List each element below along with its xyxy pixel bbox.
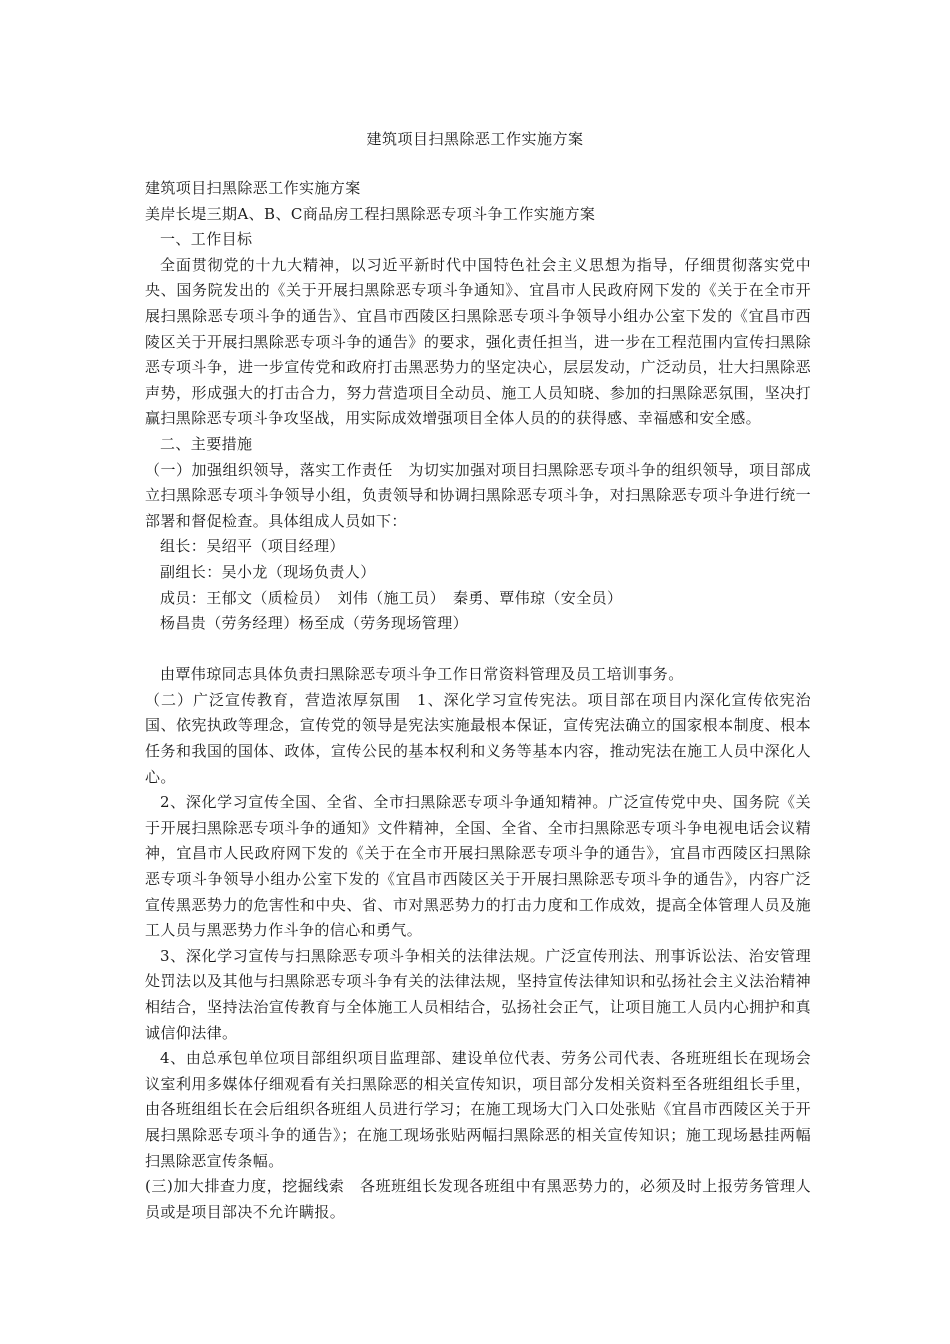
document-title: 建筑项目扫黑除恶工作实施方案 xyxy=(366,130,584,148)
section-heading-goals: 一、工作目标 xyxy=(160,230,253,249)
member-deputy: 副组长：吴小龙（现场负责人） xyxy=(160,562,376,581)
section-heading-measures: 二、主要措施 xyxy=(160,434,253,453)
paragraph-item-4: 4、由总承包单位项目部组织项目监理部、建设单位代表、劳务公司代表、各班班组长在现场会议室利用多媒体仔细观看有关扫黑除恶的相关宣传知识，项目部分发相关资料至各班组组长手里，由各班组组长在会后组织各班组人员进行学习；在施工现场大门入口处张贴《宜昌市西陵区关于开展扫黑除恶专项斗争的通告》；在施工现场张贴两幅扫黑除恶的相关宣传知识；施工现场悬挂两幅扫黑除恶宣传条幅。 xyxy=(145,1049,811,1170)
member-list: 成员：王郁文（质检员） 刘伟（施工员） 秦勇、覃伟琼（安全员） xyxy=(160,588,623,607)
body-heading: 建筑项目扫黑除恶工作实施方案 xyxy=(145,179,361,197)
blank-line xyxy=(145,637,811,663)
paragraph-responsible: 由覃伟琼同志具体负责扫黑除恶专项斗争工作日常资料管理及员工培训事务。 xyxy=(160,665,684,684)
member-list-continued: 杨昌贵（劳务经理）杨至成（劳务现场管理） xyxy=(160,614,469,633)
member-leader: 组长：吴绍平（项目经理） xyxy=(160,537,345,556)
paragraph-organization: （一）加强组织领导，落实工作责任 为切实加强对项目扫黑除恶专项斗争的组织领导，项目部成立扫黑除恶专项斗争领导小组，负责领导和协调扫黑除恶专项斗争，对扫黑除恶专项斗争进行统一部署和督促检查。具体组成人员如下： xyxy=(145,460,811,530)
paragraph-item-3: 3、深化学习宣传与扫黑除恶专项斗争相关的法律法规。广泛宣传刑法、刑事诉讼法、治安管理处罚法以及其他与扫黑除恶专项斗争有关的法律法规，坚持宣传法律知识和弘扬社会主义法治精神相结合，坚持法治宣传教育与全体施工人员相结合，弘扬社会正气，让项目施工人员内心拥护和真诚信仰法律。 xyxy=(145,946,811,1042)
project-subtitle: 美岸长堤三期A、B、C商品房工程扫黑除恶专项斗争工作实施方案 xyxy=(145,204,596,223)
paragraph-goals: 全面贯彻党的十九大精神，以习近平新时代中国特色社会主义思想为指导，仔细贯彻落实党中央、国务院发出的《关于开展扫黑除恶专项斗争通知》、宜昌市人民政府网下发的《关于在全市开展扫黑除恶专项斗争的通告》、宜昌市西陵区扫黑除恶专项斗争领导小组办公室下发的《宜昌市西陵区关于开展扫黑除恶专项斗争的通告》的要求，强化责任担当，进一步在工程范围内宣传扫黑除恶专项斗争，进一步宣传党和政府打击黑恶势力的坚定决心，层层发动，广泛动员，壮大扫黑除恶声势，形成强大的打击合力，努力营造项目全动员、施工人员知晓、参加的扫黑除恶氛围，坚决打赢扫黑除恶专项斗争攻坚战，用实际成效增强项目全体人员的的获得感、幸福感和安全感。 xyxy=(145,255,811,428)
paragraph-propaganda: （二）广泛宣传教育，营造浓厚氛围 1、深化学习宣传宪法。项目部在项目内深化宣传依宪治国、依宪执政等理念，宣传党的领导是宪法实施最根本保证，宣传宪法确立的国家根本制度、根本任务和我国的国体、政体，宣传公民的基本权利和义务等基本内容，推动宪法在施工人员中深化人心。 xyxy=(145,690,811,786)
paragraph-investigation: (三)加大排查力度，挖掘线索 各班班组长发现各班组中有黑恶势力的，必须及时上报劳务管理人员或是项目部决不允许瞒报。 xyxy=(145,1177,811,1221)
paragraph-item-2: 2、深化学习宣传全国、全省、全市扫黑除恶专项斗争通知精神。广泛宣传党中央、国务院《关于开展扫黑除恶专项斗争的通知》文件精神，全国、全省、全市扫黑除恶专项斗争电视电话会议精神，宜昌市人民政府网下发的《关于在全市开展扫黑除恶专项斗争的通告》，宜昌市西陵区扫黑除恶专项斗争领导小组办公室下发的《宜昌市西陵区关于开展扫黑除恶专项斗争的通告》，内容广泛宣传黑恶势力的危害性和中央、省、市对黑恶势力的打击力度和工作成效，提高全体管理人员及施工人员与黑恶势力作斗争的信心和勇气。 xyxy=(145,793,811,940)
document-body xyxy=(145,176,811,1225)
